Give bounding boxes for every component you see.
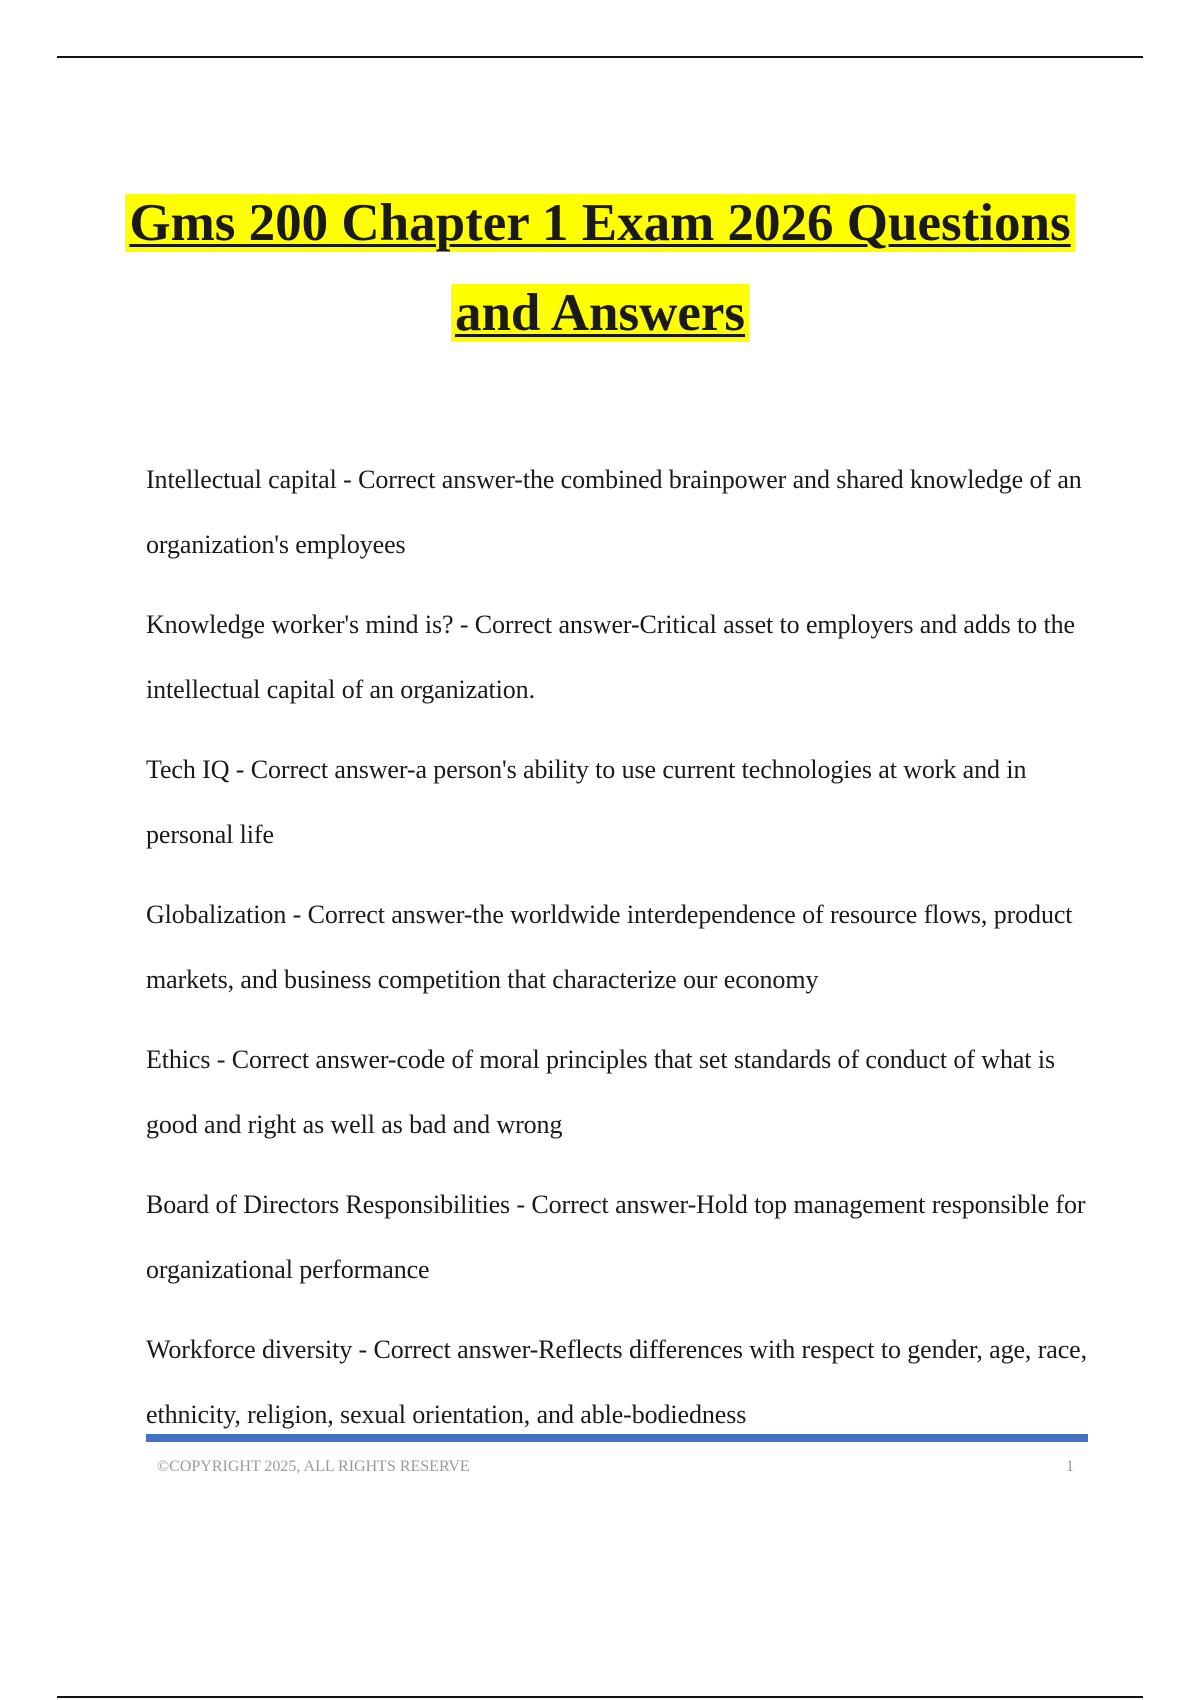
top-rule [57, 56, 1143, 58]
title-line-2: and Answers [451, 284, 749, 342]
qa-item-knowledge-worker: Knowledge worker's mind is? - Correct answer-Critical asset to employers and adds to the intellectual capital of an organization. [146, 610, 1075, 704]
qa-item-globalization: Globalization - Correct answer-the worldwide interdependence of resource flows, product markets, and business competition that characterize our economy [146, 900, 1073, 994]
footer-copyright: ©COPYRIGHT 2025, ALL RIGHTS RESERVE [157, 1458, 470, 1475]
qa-item-ethics: Ethics - Correct answer-code of moral principles that set standards of conduct of what is good and right as well as bad and wrong [146, 1045, 1055, 1139]
title-line-1: Gms 200 Chapter 1 Exam 2026 Questions [125, 194, 1074, 252]
footer-bar [146, 1434, 1088, 1442]
page-number: 1 [1066, 1458, 1074, 1475]
page-title [100, 178, 1100, 358]
bottom-rule [57, 1696, 1143, 1698]
qa-item-workforce-diversity: Workforce diversity - Correct answer-Reflects differences with respect to gender, age, race, ethnicity, religion, sexual orientation, and able-bodiedness [146, 1335, 1088, 1429]
qa-item-intellectual-capital: Intellectual capital - Correct answer-the combined brainpower and shared knowledge of an organization's employees [146, 465, 1082, 559]
qa-item-board-of-directors: Board of Directors Responsibilities - Correct answer-Hold top management responsible for organizational performance [146, 1190, 1086, 1284]
qa-list [146, 447, 1096, 1462]
qa-item-tech-iq: Tech IQ - Correct answer-a person's ability to use current technologies at work and in personal life [146, 755, 1027, 849]
